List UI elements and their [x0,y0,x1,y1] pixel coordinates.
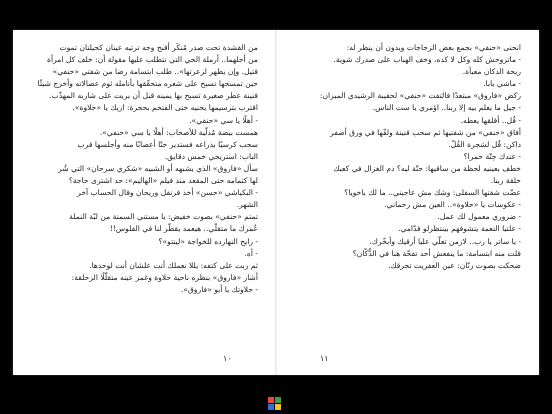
text-line: - عكوسات يا «حلاوة».. العين مش رحماني. [384,200,521,210]
text-line: سحب كرسيًا بذراعه فستدير حتًا أعصابًا منه وأجلسها قرب [77,139,258,149]
text-line: ريحة الدكان معبأة. [462,67,521,77]
text-line: خلقة ربنا. [490,176,521,186]
text-line: الشهر. [236,200,258,210]
app-logo-icon[interactable] [268,397,281,410]
text-line: همست بيضة مُدلّية للأصحاب: أهلًا يا سي «حنفي». [99,127,258,137]
left-page [13,30,276,375]
text-line: قتيل. وإن يظهر لزعرتها».. طلب ابتسامة رضا من شفتي «حنفي» [52,67,258,77]
logo-square-yellow [275,404,281,410]
text-line: - علتيا النعمة يتشوفهم بينتظرلو قدّامي. [398,224,521,234]
text-line: - حلاوتك يا أبو «فاروق». [180,284,258,294]
logo-square-green [275,397,281,403]
logo-square-red [268,397,274,403]
right-page-text [294,42,521,272]
text-line: الباب: استريحي خمس دقايق. [164,151,258,161]
text-line: - أهلًا يا سي «حنفي». [189,115,258,125]
text-line: عُمرك ما متقلّي.. هيعمد يقطّر لنا في الفلوس!! [109,224,258,234]
text-line: أشار «فاروق» بنظره ناحية حلاوة وغمز عينه متقلّلًا الزحلقة: [71,272,258,282]
text-line: - رايح النهارده للخواجة «لينتو»؟ [158,236,258,246]
text-line: من أجلهما.. أرملة الحي التي تتطلب عليها مقولة أن: خلف كل امرأة [47,55,258,65]
text-line: تمتم «حنفي» بصوت خفيض: يا مستني السمنة من لبّة النملة [69,212,258,222]
text-line: - ماتروحش كله وكل لا كده، وخف الهباب على صدرك شوية. [333,55,521,65]
text-line: - أه. [244,248,258,258]
text-line: - ضروري معمول لك عمل. [437,212,521,222]
text-line: - قُل.. أقلقها يعطه. [460,115,521,125]
text-line: داكن: قُل لشجرة القُلّ. [448,139,521,149]
text-line: - عندك حِتّة حمرا؟ [463,151,521,161]
text-line: - ماشي بابا. [483,79,521,89]
text-line: سأل «فاروق» الذي يشبهه أو الشبيه «شكري سرحان» التي شُر [58,163,258,173]
left-page-text [31,42,258,296]
text-line: ركض «فاروق» مبتعدًا فالتفت «حنفي» لحقيبة الرشيدي الميزان: [319,91,521,101]
text-line: ضحكت بصوت رنّان: عين العفريت تحرقك. [387,260,521,270]
text-line: - جيل ما يعلم بيه إلا ربنا.. اؤمري يا ست الناس. [372,103,521,113]
text-line: من القشدة تحت صدر مُنكَر أقبح وجه ترتيه عينان كحيلتان تموت [59,43,258,52]
text-line: انحنى «حنفي» بجمع بعض الزجاجات ويدون أن ينظر له: [346,43,521,52]
text-line: أفاق «حنفي» من شفتيها ثم سحب قنينة ولفّها في ورق أصفر [330,127,521,137]
right-page-number: ١١ [320,354,329,363]
text-line: قنينة عطر صغيرة تسبح بها يمينه قبل أن يربت على شاربه المهذّب. [49,91,258,101]
text-line: حين تمسحها تسبح على شعره متحقّقها بأنامله ثوم عصالاته وأخرج شيئًا [37,79,258,89]
text-line: عضّت شفتها السفلى: وشك مش عاجبني.. ما لك ياخويا؟ [344,188,521,198]
text-line: اقترب بترسيمها يحنيه حتى الفتحم بحجرة: ازيك يا «حلاوة». [72,103,258,113]
text-line: ثم ربت على كتفه: يللا نعملك أنت علشان أنت لوحدها. [89,260,258,270]
text-line: خطف بعينيه لحظة من ساقيها: حتّة ليه؟ دم الغزال في كعبك [333,163,521,173]
left-page-number: ١٠ [223,354,232,363]
text-line: لها كتمامه حتى المقعد منذ فيلم «الهاليم»: حد اشترى حاجة؟ [68,176,258,186]
text-line: - البكياشي «حسن» أخذ قرنفل وريحان وقال الحساب آخر [77,188,258,198]
text-line: قلت منه ابتسامة: ما ينفعش أحد تفحّة هنا في الدُّكّان؟ [352,248,521,258]
text-line: - يا ساتر يا رب.. لازمن تعلّي عليا أرقيك وأبخّرك. [369,236,521,246]
book-spread [13,30,539,375]
right-page [276,30,539,375]
logo-square-blue [268,404,274,410]
